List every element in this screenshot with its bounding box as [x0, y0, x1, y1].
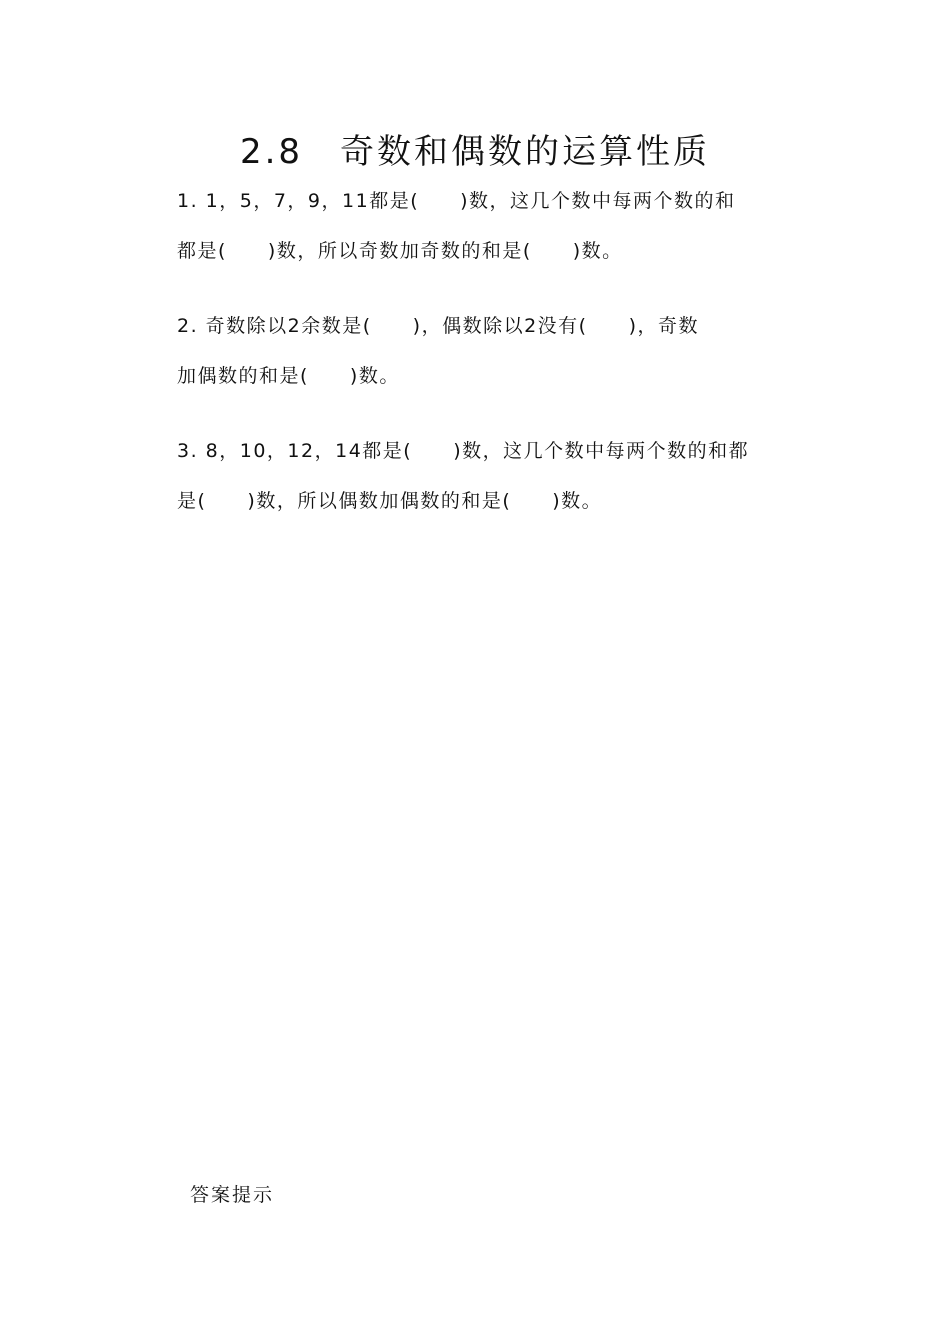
question-3: [177, 426, 787, 526]
question-3-line-2: 是( )数，所以偶数加偶数的和是( )数。: [177, 490, 603, 512]
question-2-line-2: 加偶数的和是( )数。: [177, 365, 400, 387]
question-1-line-1: 1. 1，5，7，9，11都是( )数，这几个数中每两个数的和: [177, 190, 736, 212]
answers-heading: 答案提示: [190, 1184, 275, 1206]
question-3-line-1: 3. 8，10，12，14都是( )数，这几个数中每两个数的和都: [177, 440, 750, 462]
page-title: 2.8 奇数和偶数的运算性质: [239, 132, 711, 172]
question-2-line-1: 2. 奇数除以2余数是( )，偶数除以2没有( )，奇数: [177, 315, 699, 337]
question-1: [177, 176, 787, 276]
question-2: [177, 301, 787, 401]
question-1-line-2: 都是( )数，所以奇数加奇数的和是( )数。: [177, 240, 623, 262]
